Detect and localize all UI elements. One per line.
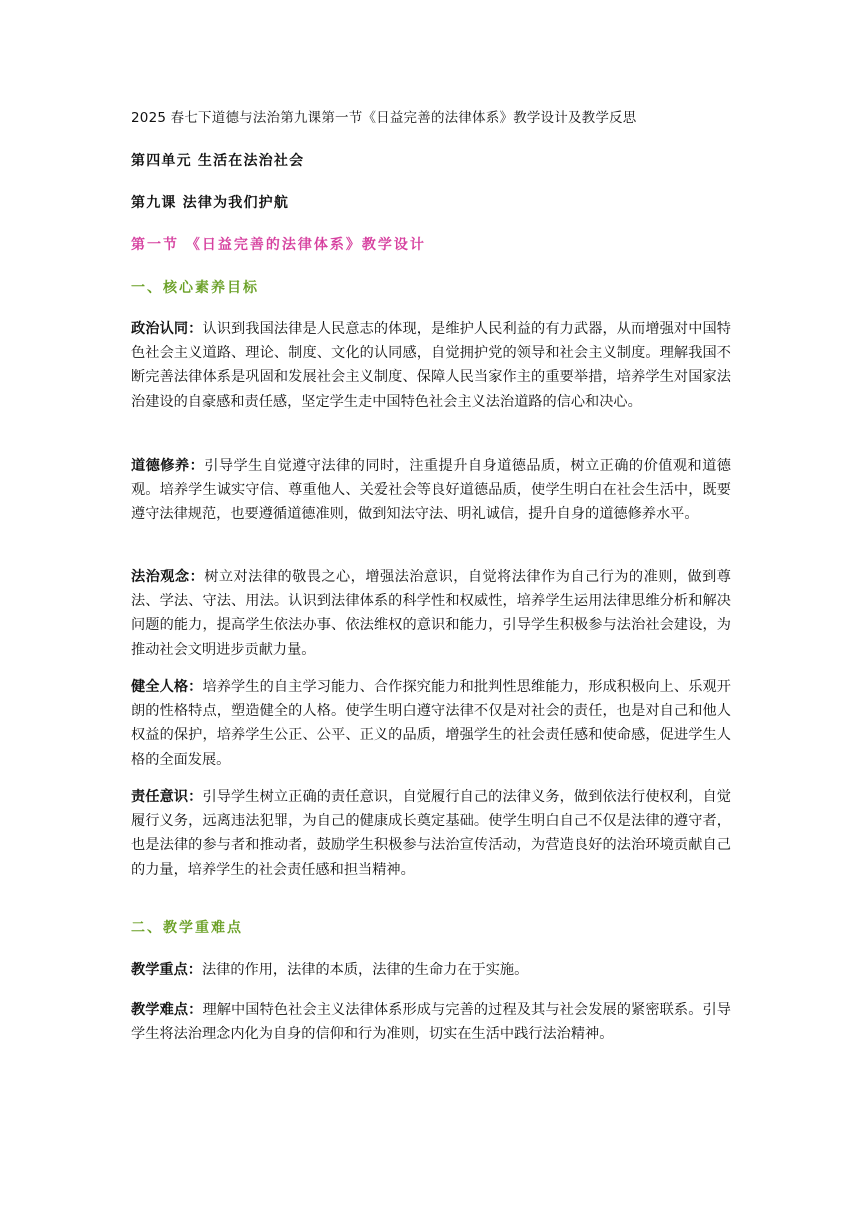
goal-rule-of-law [131, 565, 731, 662]
goal-text: 树立对法律的敬畏之心，增强法治意识，自觉将法律作为自己行为的准则，做到尊法、学法、守法、用法。认识到法律体系的科学性和权威性，培养学生运用法律思维分析和解决问题的能力，提高学生依法办事、依法维权的意识和能力，引导学生积极参与法治社会建设，为推动社会文明进步贡献力量。 [131, 569, 731, 658]
section-heading: 第一节 《日益完善的法律体系》教学设计 [131, 237, 426, 253]
goal-label: 责任意识： [131, 789, 203, 805]
point-label: 教学重点： [131, 962, 202, 978]
goal-label: 健全人格： [131, 679, 203, 695]
lesson-heading: 第九课 法律为我们护航 [131, 195, 290, 211]
teaching-difficult-point [131, 998, 731, 1046]
goal-moral-cultivation [131, 454, 731, 527]
teaching-key-point [131, 958, 731, 982]
goal-sound-personality [131, 675, 731, 772]
core-literacy-heading: 一、核心素养目标 [131, 280, 259, 296]
point-label: 教学难点： [131, 1002, 203, 1018]
goal-label: 政治认同： [131, 321, 203, 337]
document-title: 2025 春七下道德与法治第九课第一节《日益完善的法律体系》教学设计及教学反思 [131, 110, 637, 126]
goal-political-identity [131, 317, 731, 414]
key-difficult-points-heading: 二、教学重难点 [131, 920, 243, 936]
goal-label: 道德修养： [131, 458, 205, 474]
goal-text: 认识到我国法律是人民意志的体现，是维护人民利益的有力武器，从而增强对中国特色社会主义道路、理论、制度、文化的认同感，自觉拥护党的领导和社会主义制度。理解我国不断完善法律体系是巩固和发展社会主义制度、保障人民当家作主的重要举措，培养学生对国家法治建设的自豪感和责任感，坚定学生走中国特色社会主义法治道路的信心和决心。 [131, 321, 731, 410]
goal-responsibility [131, 785, 731, 882]
point-text: 法律的作用，法律的本质，法律的生命力在于实施。 [201, 962, 529, 978]
point-text: 理解中国特色社会主义法律体系形成与完善的过程及其与社会发展的紧密联系。引导学生将法治理念内化为自身的信仰和行为准则，切实在生活中践行法治精神。 [131, 1002, 731, 1043]
unit-heading: 第四单元 生活在法治社会 [131, 153, 305, 169]
goal-text: 培养学生的自主学习能力、合作探究能力和批判性思维能力，形成积极向上、乐观开朗的性格特点，塑造健全的人格。使学生明白遵守法律不仅是对社会的责任，也是对自己和他人权益的保护，培养学生公正、公平、正义的品质，增强学生的社会责任感和使命感，促进学生人格的全面发展。 [131, 679, 731, 768]
goal-text: 引导学生自觉遵守法律的同时，注重提升自身道德品质，树立正确的价值观和道德观。培养学生诚实守信、尊重他人、关爱社会等良好道德品质，使学生明白在社会生活中，既要遵守法律规范，也要遵循道德准则，做到知法守法、明礼诚信，提升自身的道德修养水平。 [131, 458, 731, 523]
goal-label: 法治观念： [131, 569, 205, 585]
goal-text: 引导学生树立正确的责任意识，自觉履行自己的法律义务，做到依法行使权利，自觉履行义务，远离违法犯罪，为自己的健康成长奠定基础。使学生明白自己不仅是法律的遵守者，也是法律的参与者和推动者，鼓励学生积极参与法治宣传活动，为营造良好的法治环境贡献自己的力量，培养学生的社会责任感和担当精神。 [131, 789, 731, 878]
